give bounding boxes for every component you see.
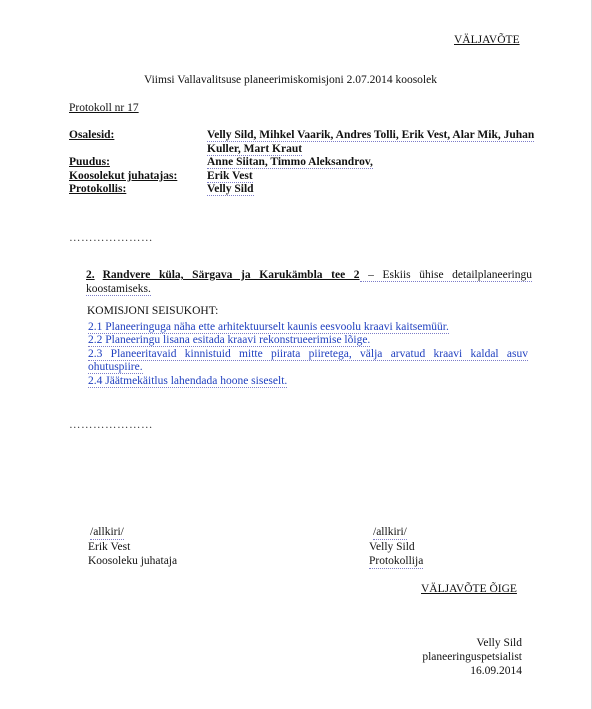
attendance-value: Velly Sild, Mihkel Vaarik, Andres Tolli, Erik Vest, Alar Mik, Juhan Kuller, Mart Kraut [207, 129, 535, 155]
attendance-row-absent [69, 156, 537, 170]
position-point: 2.4 Jäätmekäitlus lahendada hoone siseselt. [88, 374, 288, 387]
position-point: 2.2 Planeeringu lisana esitada kraavi rekonstrueerimise lõige. [88, 334, 371, 346]
right-signature: /allkiri/ [373, 526, 407, 538]
attendance-row-chair [69, 170, 537, 184]
commission-position [88, 305, 528, 388]
attendance-label: Osalesid: [69, 129, 115, 141]
position-heading: KOMISJONI SEISUKOHT: [87, 305, 219, 317]
position-point: 2.3 Planeeritavaid kinnistuid mitte piirata piiretega, välja arvatud kraavi kaldal asuv ohutuspiire. [88, 347, 528, 373]
separator-dots: ………………… [69, 232, 153, 244]
item-description: – Eskiis ühise detailplaneeringu koostamiseks. [86, 269, 532, 295]
certifier-role: planeeringuspetsialist [422, 651, 522, 663]
separator-dots: ………………… [69, 419, 153, 431]
attendance-value: Erik Vest [207, 169, 253, 182]
attendance-label: Protokollis: [69, 183, 127, 195]
attendance-label: Koosolekut juhatajas: [69, 169, 178, 182]
meeting-line: Viimsi Vallavalitsuse planeerimiskomisjoni 2.07.2014 koosolek [144, 74, 437, 86]
right-signer-role: Protokollija [369, 555, 424, 567]
item-number: 2. [86, 269, 95, 281]
attendance-label: Puudus: [69, 156, 110, 168]
item-title: Randvere küla, Särgava ja Karukämbla tee 2 [102, 269, 360, 281]
left-signer-name: Erik Vest [88, 541, 131, 553]
left-signature: /allkiri/ [90, 526, 124, 538]
protocol-number: Protokoll nr 17 [69, 102, 139, 114]
left-signer-role: Koosoleku juhataja [88, 555, 178, 567]
right-signer-name: Velly Sild [369, 541, 415, 553]
certification-stamp: VÄLJAVÕTE ÕIGE [421, 583, 517, 595]
attendance-block [69, 129, 537, 197]
position-point: 2.1 Planeeringuga näha ette arhitektuurselt kaunis eesvoolu kraavi kaitsemüür. [88, 320, 449, 333]
document-title: VÄLJAVÕTE [454, 34, 520, 46]
attendance-value: Velly Sild [207, 183, 254, 195]
attendance-row-recorder [69, 183, 537, 197]
certifier-name: Velly Sild [476, 637, 522, 649]
attendance-value: Anne Siitan, Timmo Aleksandrov, [207, 156, 373, 168]
certification-date: 16.09.2014 [470, 665, 522, 677]
agenda-item [86, 268, 532, 296]
attendance-row-present [69, 129, 537, 156]
